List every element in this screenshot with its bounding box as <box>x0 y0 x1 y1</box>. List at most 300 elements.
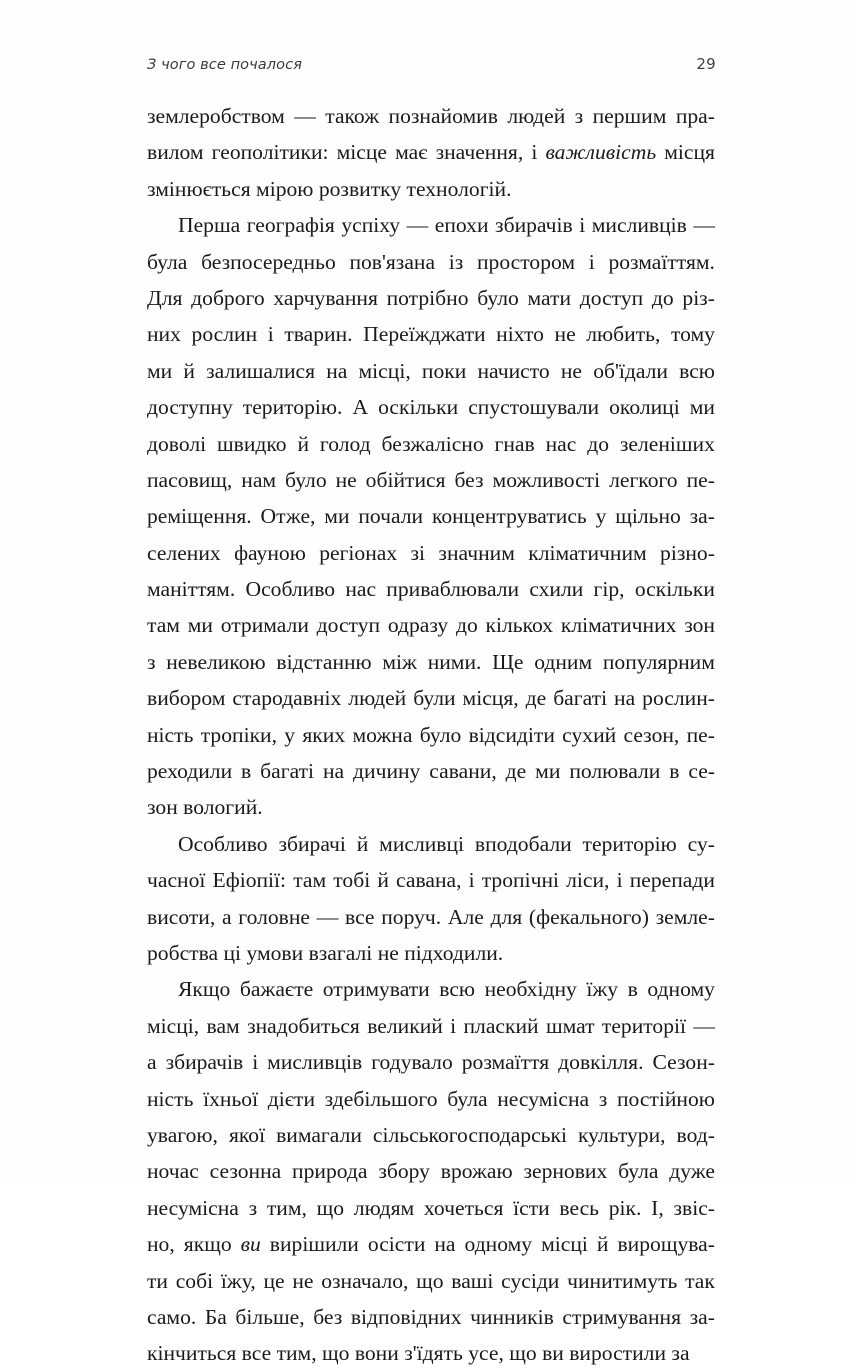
word: начисто <box>477 358 550 383</box>
word: геополітики: <box>211 140 329 165</box>
word: всю <box>439 977 476 1002</box>
word: не <box>560 358 583 383</box>
word: у <box>284 722 296 747</box>
word: якої <box>228 1122 266 1147</box>
word: Отже, <box>260 504 316 529</box>
word: кількох <box>485 613 554 638</box>
word: тим, <box>266 1195 307 1220</box>
word: хочеться <box>423 1195 504 1220</box>
word: обійтися <box>365 467 446 492</box>
word: рік. <box>608 1195 642 1220</box>
word: простором <box>476 249 576 274</box>
word: територію <box>582 831 677 856</box>
word: що <box>416 1268 444 1293</box>
word: розмаїття <box>461 1050 550 1075</box>
word: в <box>241 759 252 784</box>
word: одразу <box>387 613 449 638</box>
word: територію. <box>242 395 343 420</box>
word: була <box>447 1086 488 1111</box>
word: безжалісно <box>381 431 484 456</box>
word: — <box>294 104 316 128</box>
word: була <box>147 249 188 274</box>
word: місці, <box>147 1013 200 1038</box>
word: зернових <box>523 1159 608 1184</box>
text-line <box>147 1226 715 1262</box>
text-line <box>147 462 715 498</box>
word: місця, <box>462 686 519 711</box>
word: для <box>490 904 523 929</box>
word: звіс- <box>673 1195 715 1220</box>
word: само. <box>147 1304 197 1329</box>
word: ними. <box>427 649 482 674</box>
word: тобі <box>333 868 371 893</box>
paragraph <box>147 207 715 826</box>
word: потрібно <box>386 285 469 310</box>
word: вилом <box>147 140 204 165</box>
word: увагою, <box>147 1122 218 1147</box>
word: популярним <box>602 649 715 674</box>
text-line <box>147 316 715 352</box>
word: можливості <box>492 467 601 492</box>
word: Але <box>447 904 484 929</box>
word: об'їдали <box>593 358 668 383</box>
word: но, <box>147 1232 175 1257</box>
word: різно- <box>660 540 715 565</box>
word: Ба <box>204 1304 227 1329</box>
word: зеленіших <box>619 431 715 456</box>
word: з <box>574 104 584 128</box>
word: харчування <box>273 285 378 310</box>
word: їжу <box>586 977 619 1002</box>
word: почали <box>358 504 424 529</box>
word: географія <box>246 213 335 238</box>
word: рослин- <box>642 686 715 711</box>
word: збирачів <box>495 213 573 238</box>
word: оскільки <box>634 577 715 602</box>
word: було <box>419 722 462 747</box>
word: із <box>448 249 464 274</box>
word: легкого <box>609 467 678 492</box>
word: і <box>468 868 475 893</box>
word: одному <box>464 1232 533 1257</box>
word: без <box>454 467 484 492</box>
text-line <box>147 1299 715 1335</box>
word: весь <box>559 1195 600 1220</box>
word: і <box>267 322 274 347</box>
word: — <box>316 904 339 929</box>
text-line <box>147 899 715 935</box>
word: можна <box>352 722 413 747</box>
word: пра- <box>675 104 715 128</box>
word: вимагали <box>276 1122 362 1147</box>
word: тварин. <box>284 322 353 347</box>
word: має <box>395 140 428 165</box>
word: першим <box>592 104 667 128</box>
word: познайомив <box>388 104 498 128</box>
word: нас <box>545 431 577 456</box>
text-line <box>147 244 715 280</box>
word: регіонах <box>319 540 398 565</box>
word: й <box>183 358 195 383</box>
word: і <box>450 1013 457 1038</box>
word: годувало <box>371 1050 453 1075</box>
word: не <box>335 467 357 492</box>
word: щільно <box>615 504 681 529</box>
word: відстанню <box>276 649 372 674</box>
text-line <box>147 680 715 716</box>
word: за- <box>689 504 715 529</box>
word: тропічні <box>481 868 559 893</box>
text-line <box>147 862 715 898</box>
word: що <box>316 1195 345 1220</box>
text-line <box>147 607 715 643</box>
text-line <box>147 280 715 316</box>
paragraph <box>147 971 715 1371</box>
word: було <box>285 467 327 492</box>
word: всю <box>679 358 715 383</box>
word: зі <box>410 540 426 565</box>
word: шмат <box>545 1013 595 1038</box>
word: гір, <box>593 577 625 602</box>
word: Ще <box>492 649 524 674</box>
running-head <box>147 55 716 79</box>
word: на <box>434 1232 456 1257</box>
word: якщо <box>183 1232 232 1257</box>
word: в <box>669 759 680 784</box>
text-line <box>147 1263 715 1299</box>
word: а <box>147 1050 157 1075</box>
word: несумісна <box>497 1086 590 1111</box>
word: все <box>345 904 375 929</box>
text-line <box>147 207 715 243</box>
word: значення, <box>435 140 524 165</box>
word: сусіди <box>501 1268 560 1293</box>
paragraph <box>147 826 715 972</box>
word: чинитимуть <box>567 1268 678 1293</box>
word: доступ <box>579 285 644 310</box>
text-line <box>147 426 715 462</box>
word: розмаїттям. <box>608 249 715 274</box>
text-line: зон вологий. <box>147 795 263 820</box>
text-line <box>147 134 715 170</box>
word: ми <box>535 759 561 784</box>
word: також <box>325 104 380 128</box>
word: вирощува- <box>617 1232 715 1257</box>
word: отримали <box>220 613 309 638</box>
word: — <box>406 213 429 238</box>
word: плаский <box>463 1013 539 1038</box>
word: одним <box>534 649 593 674</box>
word: і <box>531 140 538 165</box>
word: ність <box>147 1086 194 1111</box>
word: стародавніх <box>232 686 342 711</box>
word: се- <box>688 759 715 784</box>
word: тропіки, <box>200 722 278 747</box>
body-text <box>147 98 715 1372</box>
word: нам <box>241 467 277 492</box>
word: між <box>382 649 417 674</box>
word: збору <box>378 1159 430 1184</box>
word: де <box>525 686 547 711</box>
word: і <box>579 213 586 238</box>
word: Сезон- <box>652 1050 715 1075</box>
word: не <box>554 322 576 347</box>
word: на <box>326 358 348 383</box>
text-line <box>147 644 715 680</box>
text-line <box>147 1117 715 1153</box>
word: них <box>147 322 181 347</box>
word: любить, <box>586 322 661 347</box>
word: часної <box>147 868 206 893</box>
word: Якщо <box>178 977 231 1002</box>
word: й <box>356 831 369 856</box>
text-line <box>147 1153 715 1189</box>
word: вод- <box>676 1122 715 1147</box>
word: приваблювали <box>386 577 520 602</box>
word: й <box>596 1232 609 1257</box>
word: — <box>693 213 715 238</box>
text-line <box>147 498 715 534</box>
word: поки <box>421 358 467 383</box>
word: значним <box>438 540 515 565</box>
word: їхньої <box>203 1086 259 1111</box>
word: з <box>598 1086 608 1111</box>
word: з <box>248 1195 258 1220</box>
word: доволі <box>147 431 207 456</box>
word: пе- <box>686 467 715 492</box>
word: їжу, <box>220 1268 256 1293</box>
word: епохи <box>434 213 489 238</box>
word: на <box>614 686 636 711</box>
text-line <box>147 535 715 571</box>
word: їсти <box>513 1195 550 1220</box>
word: чинників <box>470 1304 554 1329</box>
word: було <box>477 285 519 310</box>
word: околиці <box>609 395 680 420</box>
word: вибором <box>147 686 226 711</box>
word: сільськогосподарські <box>372 1122 567 1147</box>
word: вподобали <box>474 831 572 856</box>
text-line <box>147 971 715 1007</box>
word: зон <box>684 613 715 638</box>
word: отримувати <box>322 977 430 1002</box>
word: схили <box>529 577 584 602</box>
word: доброго <box>191 285 265 310</box>
word: пе- <box>686 722 715 747</box>
word: до <box>587 431 609 456</box>
word: так <box>685 1268 715 1293</box>
word: голод <box>319 431 371 456</box>
word: ніхто <box>496 322 544 347</box>
word: бажаєте <box>239 977 314 1002</box>
word: (фекального) <box>528 904 649 929</box>
word: там <box>147 613 180 638</box>
word: реходили <box>147 759 233 784</box>
word: безпосередньо <box>201 249 336 274</box>
word: де <box>505 759 527 784</box>
word: селених <box>147 540 221 565</box>
word: стримування <box>562 1304 682 1329</box>
word: перепади <box>629 868 715 893</box>
word: природа <box>292 1159 368 1184</box>
word: ми <box>187 613 213 638</box>
word: ність <box>147 722 194 747</box>
word: це <box>263 1268 285 1293</box>
word: здебільшого <box>324 1086 438 1111</box>
word: тому <box>670 322 715 347</box>
paragraph <box>147 98 715 207</box>
word: ви <box>240 1232 261 1257</box>
text-line <box>147 753 715 789</box>
word: гнав <box>494 431 535 456</box>
word: сезон, <box>623 722 680 747</box>
word: нас <box>345 577 377 602</box>
word: концентруватись <box>431 504 587 529</box>
word: і <box>588 249 595 274</box>
word: місці, <box>358 358 411 383</box>
word: у <box>595 504 607 529</box>
word: су- <box>687 831 715 856</box>
word: культури, <box>578 1122 666 1147</box>
text-line <box>147 571 715 607</box>
word: фауною <box>234 540 306 565</box>
word: знадобиться <box>247 1013 360 1038</box>
word: осісти <box>367 1232 426 1257</box>
word: мисливців <box>591 213 687 238</box>
word: на <box>322 759 345 784</box>
word: рослин <box>191 322 258 347</box>
word: успіху <box>341 213 401 238</box>
word: ліси, <box>566 868 610 893</box>
word: там <box>293 868 327 893</box>
text-line <box>147 1044 715 1080</box>
word: місці <box>541 1232 588 1257</box>
word: ми <box>324 504 350 529</box>
word: залишалися <box>206 358 316 383</box>
word: й <box>377 868 389 893</box>
word: ночас <box>147 1159 199 1184</box>
word: Особливо <box>245 577 336 602</box>
word: була <box>618 1159 659 1184</box>
text-line <box>147 717 715 753</box>
word: Перша <box>178 213 241 238</box>
word: в <box>627 977 638 1002</box>
word: довкілля. <box>558 1050 644 1075</box>
word: оскільки <box>378 395 459 420</box>
word: савани, <box>429 759 497 784</box>
text-line <box>147 826 715 862</box>
word: ти <box>147 1268 168 1293</box>
text-line: змінюється мірою розвитку технологій. <box>147 176 512 201</box>
word: головне <box>238 904 310 929</box>
word: доступ <box>316 613 381 638</box>
text-line: робства ці умови взагалі не підходили. <box>147 940 504 965</box>
word: собі <box>175 1268 214 1293</box>
word: маніттям. <box>147 577 236 602</box>
text-line <box>147 98 715 134</box>
word: сухий <box>562 722 617 747</box>
word: а <box>221 904 232 929</box>
word: й <box>297 431 309 456</box>
word: Ефіопії: <box>212 868 287 893</box>
word: місця <box>664 140 715 165</box>
word: полювали <box>569 759 661 784</box>
text-line <box>147 389 715 425</box>
word: поруч. <box>381 904 442 929</box>
text-line <box>147 1008 715 1044</box>
word: швидко <box>217 431 287 456</box>
word: різ- <box>682 285 715 310</box>
word: врожаю <box>440 1159 513 1184</box>
word: місце <box>336 140 387 165</box>
word: території <box>601 1013 687 1038</box>
word: спустошували <box>468 395 600 420</box>
word: збирачі <box>278 831 346 856</box>
word: Переїжджати <box>363 322 486 347</box>
word: постійною <box>616 1086 715 1111</box>
word: ми <box>689 395 715 420</box>
word: з <box>147 649 156 674</box>
word: людей <box>507 104 566 128</box>
word: дієти <box>267 1086 315 1111</box>
word: означало, <box>321 1268 409 1293</box>
word: без <box>313 1304 343 1329</box>
word: ми <box>147 358 173 383</box>
word: одному <box>647 977 715 1002</box>
text-line <box>147 1190 715 1226</box>
word: земле- <box>655 904 715 929</box>
word: савана, <box>396 868 462 893</box>
word: пасовищ, <box>147 467 233 492</box>
text-line <box>147 1081 715 1117</box>
word: вирішили <box>269 1232 359 1257</box>
word: висоти, <box>147 904 216 929</box>
word: сезонна <box>209 1159 282 1184</box>
word: не <box>292 1268 314 1293</box>
word: великий <box>367 1013 443 1038</box>
word: мати <box>527 285 572 310</box>
word: більше, <box>235 1304 305 1329</box>
word: кліматичних <box>560 613 677 638</box>
word: були <box>413 686 456 711</box>
word: реміщення. <box>147 504 252 529</box>
word: вам <box>206 1013 240 1038</box>
word: дичину <box>353 759 421 784</box>
word: важливість <box>545 140 657 165</box>
word: мисливців <box>267 1050 363 1075</box>
word: ваші <box>451 1268 494 1293</box>
word: багаті <box>260 759 315 784</box>
word: мисливці <box>379 831 465 856</box>
word: доступну <box>147 395 233 420</box>
word: відсидіти <box>468 722 555 747</box>
word: Особливо <box>178 831 268 856</box>
page-number: 29 <box>696 55 716 73</box>
word: відповідних <box>350 1304 462 1329</box>
word: людям <box>353 1195 415 1220</box>
word: несумісна <box>147 1195 239 1220</box>
word: до <box>455 613 478 638</box>
word: А <box>352 395 369 420</box>
word: кліматичним <box>528 540 647 565</box>
word: землеробством <box>147 104 285 128</box>
word: невеликою <box>166 649 266 674</box>
word: І, <box>651 1195 664 1220</box>
word: до <box>651 285 674 310</box>
word: і <box>616 868 623 893</box>
word: яких <box>302 722 346 747</box>
word: дуже <box>669 1159 715 1184</box>
